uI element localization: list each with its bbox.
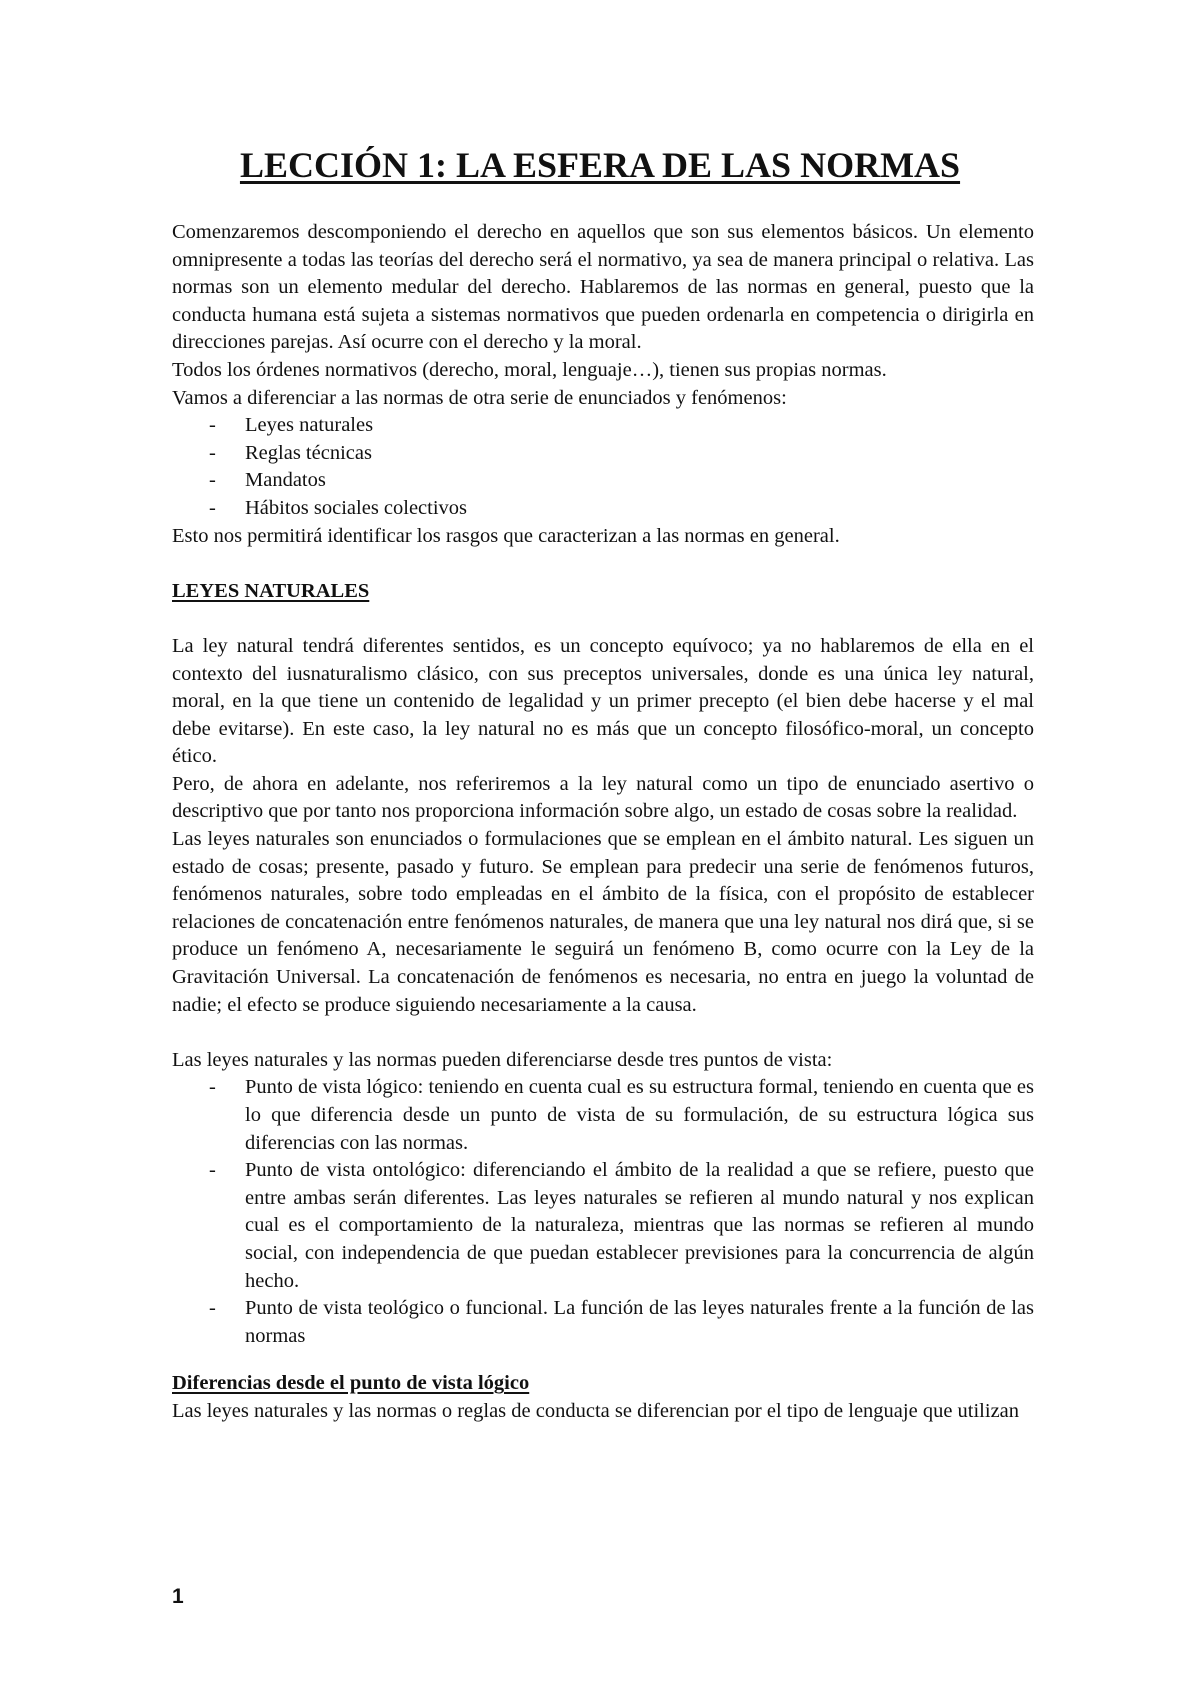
intro-paragraph-1: Comenzaremos descomponiendo el derecho en aquellos que son sus elementos básicos. Un elemento omnipresente a todas las teorías del derecho será el normativo, ya sea de manera principal o relativa. Las normas son un elemento medular del derecho. Hablaremos de las normas en general, puesto que la conducta humana está sujeta a sistemas normativos que pueden ordenarla en competencia o dirigirla en direcciones parejas. Así ocurre con el derecho y la moral. — [172, 221, 1034, 354]
section-heading-leyes-naturales: LEYES NATURALES — [172, 579, 370, 602]
viewpoints-list — [172, 1074, 1034, 1350]
section1-paragraph-1: La ley natural tendrá diferentes sentidos, es un concepto equívoco; ya no hablaremos de ella en el contexto del iusnaturalismo clásico, con sus preceptos universales, donde es una única ley natural, moral, en la que tiene un contenido de legalidad y un primer precepto (el bien debe hacerse y el mal debe evitarse). En este caso, la ley natural no es más que un concepto filosófico-moral, un concepto ético. — [172, 634, 1034, 768]
list-item: - Punto de vista lógico: teniendo en cuenta cual es su estructura formal, teniendo en cuenta que es lo que diferencia desde un punto de vista de su formulación, de su estructura lógica sus diferencias con las normas. — [245, 1074, 1034, 1157]
section1-paragraph-2: Pero, de ahora en adelante, nos referiremos a la ley natural como un tipo de enunciado asertivo o descriptivo que por tanto nos proporciona información sobre algo, un estado de cosas sobre la realidad. — [172, 772, 1034, 823]
intro-list — [172, 412, 1034, 522]
page-number: 1 — [172, 1585, 184, 1608]
intro-paragraph-2: Todos los órdenes normativos (derecho, moral, lenguaje…), tienen sus propias normas. — [172, 358, 887, 381]
section-heading-diferencias-logico: Diferencias desde el punto de vista lógico — [172, 1372, 530, 1395]
intro-paragraph-4: Esto nos permitirá identificar los rasgos que caracterizan a las normas en general. — [172, 524, 840, 547]
section2-paragraph-1: Las leyes naturales y las normas o reglas de conducta se diferencian por el tipo de lenguaje que utilizan — [172, 1399, 1020, 1422]
list-item: - Punto de vista teológico o funcional. La función de las leyes naturales frente a la función de las normas — [245, 1295, 1034, 1350]
list-item: - Mandatos — [245, 467, 1034, 495]
list-item: - Hábitos sociales colectivos — [245, 495, 1034, 523]
list-item: - Leyes naturales — [245, 412, 1034, 440]
list-item: - Punto de vista ontológico: diferenciando el ámbito de la realidad a que se refiere, puesto que entre ambas serán diferentes. Las leyes naturales se refieren al mundo natural y nos explican cual es el comportamiento de la naturaleza, mientras que las normas se refieren al mundo social, con independencia de que puedan establecer previsiones para la concurrencia de algún hecho. — [245, 1157, 1034, 1295]
section1-paragraph-4: Las leyes naturales y las normas pueden diferenciarse desde tres puntos de vista: — [172, 1048, 833, 1071]
intro-paragraph-3: Vamos a diferenciar a las normas de otra serie de enunciados y fenómenos: — [172, 386, 787, 409]
document-body — [172, 219, 1034, 1426]
list-item: - Reglas técnicas — [245, 440, 1034, 468]
section1-paragraph-3: Las leyes naturales son enunciados o formulaciones que se emplean en el ámbito natural. Les siguen un estado de cosas; presente, pasado y futuro. Se emplean para predecir una serie de fenómenos futuros, fenómenos naturales, sobre todo empleadas en el ámbito de la física, con el propósito de establecer relaciones de concatenación entre fenómenos naturales, de manera que una ley natural nos dirá que, si se produce un fenómeno A, necesariamente le seguirá un fenómeno B, como ocurre con la Ley de la Gravitación Universal. La concatenación de fenómenos es necesaria, no entra en juego la voluntad de nadie; el efecto se produce siguiendo necesariamente a la causa. — [172, 828, 1034, 1016]
page-title: LECCIÓN 1: LA ESFERA DE LAS NORMAS — [239, 145, 961, 185]
